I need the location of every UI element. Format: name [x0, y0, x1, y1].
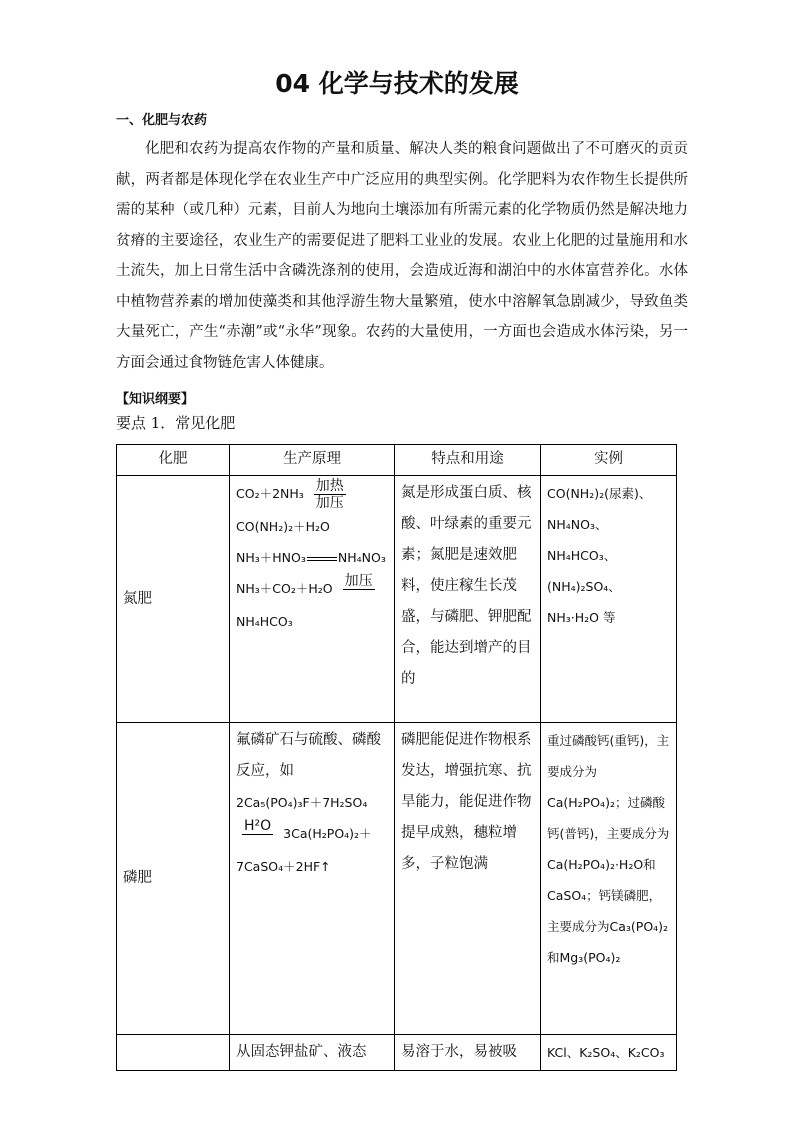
cell-principle: 从固态钾盐矿、液态 [230, 1035, 395, 1071]
cell-examples: 重过磷酸钙(重钙)，主要成分为Ca(H₂PO₄)₂；过磷酸钙(普钙)，主要成分为Ca(H₂PO₄)₂·H₂O和CaSO₄；钙镁磷肥，主要成分为Ca₃(PO₄)₂和Mg₃(PO₄)₂ [541, 723, 677, 1035]
header-fertilizer: 化肥 [117, 445, 230, 476]
header-principle: 生产原理 [230, 445, 395, 476]
equation-3: NH₃＋CO₂＋H₂O 加压 [236, 573, 388, 606]
table-row-potassium [117, 1035, 677, 1071]
cell-examples: KCl、K₂SO₄、K₂CO₃ [541, 1035, 677, 1071]
equals-sign [307, 557, 337, 561]
cell-examples: CO(NH₂)₂(尿素)、NH₄NO₃、NH₄HCO₃、(NH₄)₂SO₄、NH₃·H₂O 等 [541, 476, 677, 723]
equation: H²O 3Ca(H₂PO₄)₂＋7CaSO₄＋2HF↑ [236, 818, 372, 874]
section-paragraph: 化肥和农药为提高农作物的产量和质量、解决人类的粮食问题做出了不可磨灭的贡贡献，两者都是体现化学在农业生产中广泛应用的典型实例。化学肥料为农作物生长提供所需的某种（或几种）元素，目前人为地向土壤添加有所需元素的化学物质仍然是解决地力贫瘠的主要途径，农业生产的需要促进了肥料工业业的发展。农业上化肥的过量施用和水土流失，加上日常生活中含磷洗涤剂的使用，会造成近海和湖泊中的水体富营养化。水体中植物营养素的增加使藻类和其他浮游生物大量繁殖，使水中溶解氧急剧减少，导致鱼类大量死亡，产生“赤潮”或“永华”现象。农药的大量使用，一方面也会造成水体污染，另一方面会通过食物链危害人体健康。 [116, 141, 688, 371]
equation-3-product: NH₄HCO₃ [236, 614, 293, 629]
table-row-phosphorus [117, 723, 677, 1035]
cell-features: 易溶于水，易被吸 [395, 1035, 541, 1071]
cell-features: 氮是形成蛋白质、核酸、叶绿素的重要元素；氮肥是速效肥料，使庄稼生长茂盛，与磷肥、钾肥配合，能达到增产的目的 [395, 476, 541, 723]
reaction-condition: 加压 [344, 573, 373, 589]
cell-principle: 氟磷矿石与硫酸、磷酸反应，如 2Ca₅(PO₄)₃F＋7H₂SO₄ H²O 3Ca(H₂PO₄)₂＋7CaSO₄＋2HF↑ [230, 723, 395, 1035]
page-title: 04 化学与技术的发展 [275, 69, 519, 98]
point-heading: 要点 1．常见化肥 [116, 414, 236, 432]
equation-1: CO₂＋2NH₃ 加热 加压 [236, 478, 344, 511]
fertilizer-table [116, 444, 677, 1071]
cell-features: 磷肥能促进作物根系发达，增强抗寒、抗旱能力，能促进作物提早成熟，穗粒增多，子粒饱满 [395, 723, 541, 1035]
cell-principle [230, 476, 395, 723]
cell-name: 磷肥 [117, 723, 230, 1035]
reaction-condition: H²O [244, 818, 272, 834]
table-row-nitrogen [117, 476, 677, 723]
table-header-row [117, 445, 677, 476]
cell-name [117, 1035, 230, 1071]
header-features: 特点和用途 [395, 445, 541, 476]
reaction-condition: 加热 加压 [315, 478, 344, 511]
cell-name: 氮肥 [117, 476, 230, 723]
equation-2: NH₃＋HNO₃ NH₄NO₃ [236, 550, 386, 565]
knowledge-heading: 【知识纲要】 [116, 392, 195, 407]
header-examples: 实例 [541, 445, 677, 476]
equation-1-product: CO(NH₂)₂＋H₂O [236, 519, 330, 534]
section-heading-fertilizer: 一、化肥与农药 [116, 113, 208, 128]
